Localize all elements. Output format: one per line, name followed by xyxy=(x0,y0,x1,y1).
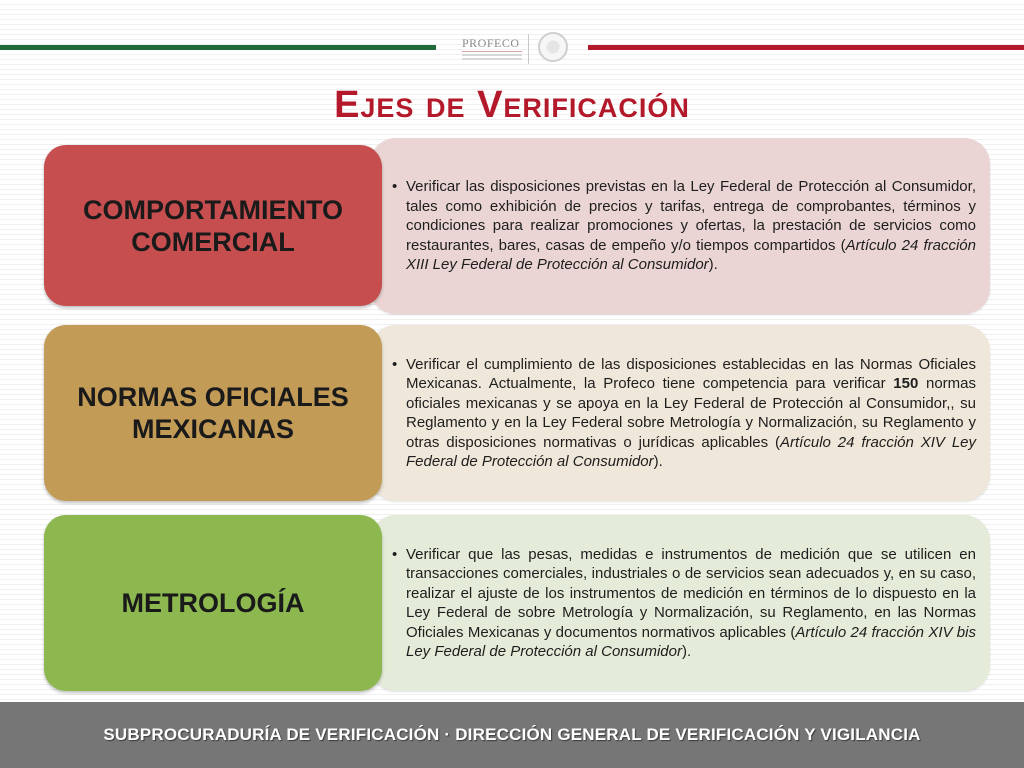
label-box-normas-oficiales xyxy=(44,325,382,501)
label-text: METROLOGÍA xyxy=(121,588,305,618)
label-text: NORMAS OFICIALES MEXICANAS xyxy=(77,382,349,444)
bullet: • xyxy=(392,355,398,373)
label-box-metrologia xyxy=(44,515,382,691)
logo-divider xyxy=(528,34,529,64)
description-box-comportamiento xyxy=(370,138,990,314)
header-red-bar xyxy=(588,45,1024,50)
description-box-metrologia xyxy=(370,515,990,691)
label-text: COMPORTAMIENTO COMERCIAL xyxy=(83,194,343,257)
national-seal-icon xyxy=(538,32,568,62)
profeco-logo xyxy=(458,30,578,70)
description-text: Verificar el cumplimiento de las disposiciones establecidas en las Normas Oficiales Mexicanas. Actualmente, la Profeco tiene competencia para verificar 150 normas oficiales mexicanas y se apoya en la Ley Federal de Protección al Consumidor,, su Reglamento y en la Ley Federal sobre Metrología y Normalización, su Reglamento y otras disposiciones normativas o jurídicas aplicables (Artículo 24 fracción XIV Ley Federal de Protección al Consumidor). xyxy=(406,355,976,470)
description-text: Verificar que las pesas, medidas e instrumentos de medición que se utilicen en transacciones comerciales, industriales o de servicios sean adecuados y, en su caso, realizar el ajuste de los instrumentos de medición en términos de lo dispuesto en la Ley Federal de sobre Metrología y Normalización, su Reglamento, en las Normas Oficiales Mexicanas y documentos normativos aplicables (Artículo 24 fracción XIV bis Ley Federal de Protección al Consumidor). xyxy=(406,545,976,660)
logo-text: PROFECO xyxy=(462,36,520,50)
bullet: • xyxy=(392,545,398,563)
header-green-bar xyxy=(0,45,436,50)
footer-bar xyxy=(0,702,1024,768)
footer-text: SUBPROCURADURÍA DE VERIFICACIÓN · DIRECCIÓN GENERAL DE VERIFICACIÓN Y VIGILANCIA xyxy=(103,725,921,744)
bullet: • xyxy=(392,178,398,196)
label-box-comportamiento-comercial xyxy=(44,145,382,306)
page-title: Ejes de Verificación xyxy=(334,84,690,126)
logo-subtitle-lines xyxy=(462,51,522,62)
description-box-normas xyxy=(370,325,990,501)
description-text: Verificar las disposiciones previstas en la Ley Federal de Protección al Consumidor, tales como exhibición de precios y tarifas, entrega de comprobantes, términos y condiciones para realizar promociones y ofertas, la prestación de servicios como restaurantes, bares, casas de empeño y/o tiempos compartidos (Artículo 24 fracción XIII Ley Federal de Protección al Consumidor). xyxy=(406,178,976,274)
